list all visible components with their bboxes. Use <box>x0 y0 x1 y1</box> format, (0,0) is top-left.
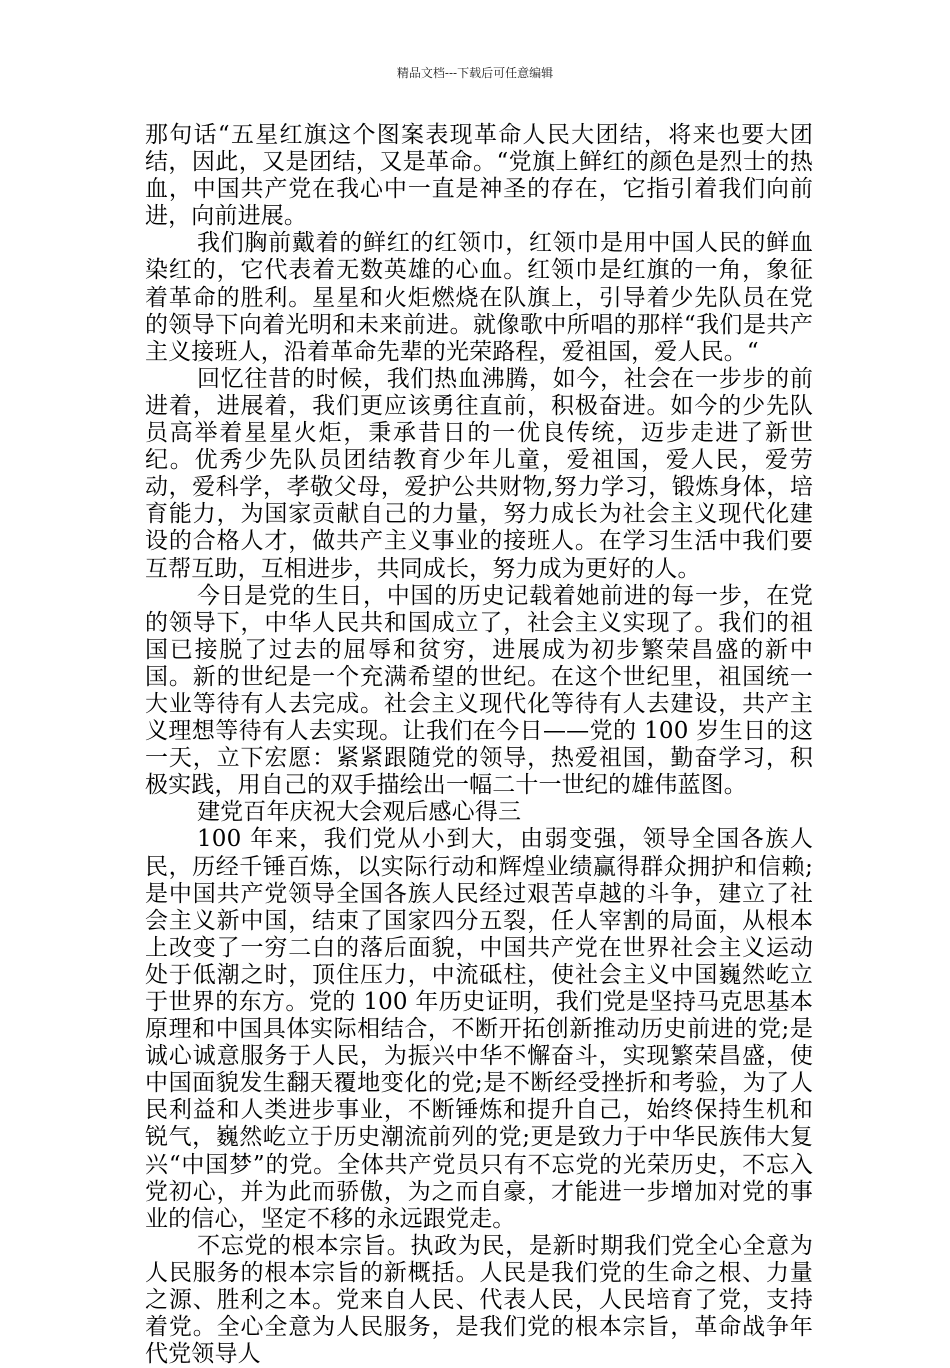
paragraph: 我们胸前戴着的鲜红的红领巾，红领巾是用中国人民的鲜血染红的，它代表着无数英雄的心血。红领巾是红旗的一角，象征着革命的胜利。星星和火炬燃烧在队旗上，引导着少先队员在党的领导下向着光明和未来前进。就像歌中所唱的那样“我们是共产主义接班人，沿着革命先辈的光荣路程，爱祖国，爱人民。“ <box>145 230 813 365</box>
page-header: 精品文档---下载后可任意编辑 <box>396 66 554 80</box>
paragraph: 回忆往昔的时候，我们热血沸腾，如今，社会在一步步的前进着，进展着，我们更应该勇往直前，积极奋进。如今的少先队员高举着星星火炬，秉承昔日的一优良传统，迈步走进了新世纪。优秀少先队员团结教育少年儿童，爱祖国，爱人民，爱劳动，爱科学，孝敬父母，爱护公共财物,努力学习，锻炼身体，培育能力，为国家贡献自己的力量，努力成长为社会主义现代化建设的合格人才，做共产主义事业的接班人。在学习生活中我们要互帮互助，互相进步，共同成长，努力成为更好的人。 <box>145 365 813 582</box>
paragraph: 今日是党的生日，中国的历史记载着她前进的每一步，在党的领导下，中华人民共和国成立了，社会主义实现了。我们的祖国已接脱了过去的屈辱和贫穷，进展成为初步繁荣昌盛的新中国。新的世纪是一个充满希望的世纪。在这个世纪里，祖国统一大业等待有人去完成。社会主义现代化等待有人去建设，共产主义理想等待有人去实现。让我们在今日——党的 100 岁生日的这一天，立下宏愿：紧紧跟随党的领导，热爱祖国，勤奋学习，积极实践，用自己的双手描绘出一幅二十一世纪的雄伟蓝图。 <box>145 582 813 799</box>
paragraph: 不忘党的根本宗旨。执政为民，是新时期我们党全心全意为人民服务的根本宗旨的新概括。人民是我们党的生命之根、力量之源、胜利之本。党来自人民、代表人民，人民培育了党，支持着党。全心全意为人民服务，是我们党的根本宗旨，革命战争年代党领导人 <box>145 1232 813 1368</box>
paragraph: 那句话“五星红旗这个图案表现革命人民大团结，将来也要大团结，因此，又是团结，又是革命。“党旗上鲜红的颜色是烈士的热血，中国共产党在我心中一直是神圣的存在，它指引着我们向前进，向前进展。 <box>145 122 813 230</box>
section-heading: 建党百年庆祝大会观后感心得三 <box>197 799 522 826</box>
paragraph: 100 年来，我们党从小到大，由弱变强，领导全国各族人民，历经千锤百炼，以实际行动和辉煌业绩赢得群众拥护和信赖;是中国共产党领导全国各族人民经过艰苦卓越的斗争，建立了社会主义新中国，结束了国家四分五裂，任人宰割的局面，从根本上改变了一穷二白的落后面貌，中国共产党在世界社会主义运动处于低潮之时，顶住压力，中流砥柱，使社会主义中国巍然屹立于世界的东方。党的 100 年历史证明，我们党是坚持马克思基本原理和中国具体实际相结合，不断开拓创新推动历史前进的党;是诚心诚意服务于人民，为振兴中华不懈奋斗，实现繁荣昌盛，使中国面貌发生翻天覆地变化的党;是不断经受挫折和考验，为了人民利益和人类进步事业，不断锤炼和提升自己，始终保持生机和锐气，巍然屹立于历史潮流前列的党;更是致力于中华民族伟大复兴“中国梦”的党。全体共产党员只有不忘党的光荣历史，不忘入党初心，并为此而骄傲，为之而自豪，才能进一步增加对党的事业的信心，坚定不移的永远跟党走。 <box>145 826 813 1232</box>
document-body <box>145 122 813 1368</box>
